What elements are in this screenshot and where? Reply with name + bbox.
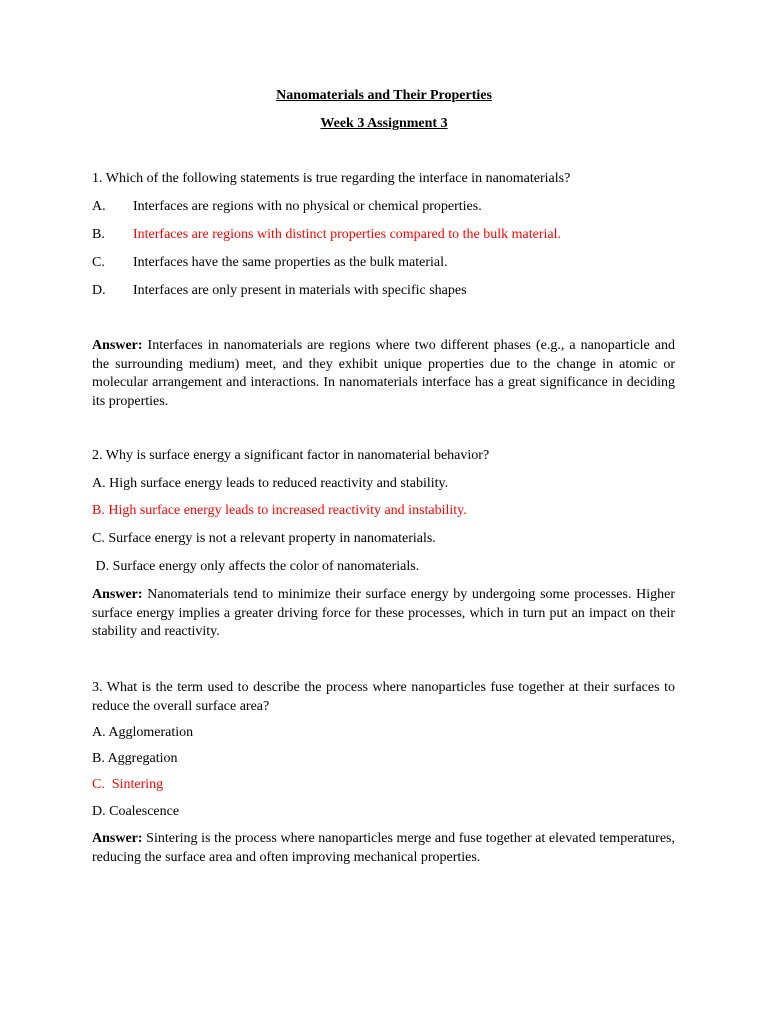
- question-1-answer: [92, 337, 675, 411]
- answer-text: Sintering is the process where nanoparticles merge and fuse together at elevated temperatures, reducing the surface area and often improving mechanical properties.: [92, 831, 675, 865]
- question-3-text: 3. What is the term used to describe the process where nanoparticles fuse together at their surfaces to reduce the overall surface area?: [92, 680, 675, 714]
- answer-label: Answer:: [92, 587, 143, 602]
- question-2-answer: [92, 586, 675, 642]
- question-1-option-b-correct: [92, 227, 561, 243]
- question-3-option-c-correct: C. Sintering: [92, 777, 164, 792]
- question-2-option-b-correct: B. High surface energy leads to increased reactivity and instability.: [92, 503, 467, 518]
- option-letter: C.: [92, 255, 105, 270]
- question-2-option-a: A. High surface energy leads to reduced reactivity and stability.: [92, 476, 449, 491]
- question-3-option-b: B. Aggregation: [92, 751, 178, 766]
- question-3-answer: [92, 830, 675, 867]
- answer-text: Nanomaterials tend to minimize their surface energy by undergoing some processes. Higher surface energy implies a greater driving force for these processes, which in turn put an impact on their stability and reactivity.: [92, 587, 675, 639]
- answer-label: Answer:: [92, 831, 143, 846]
- question-1-option-c: [92, 255, 447, 271]
- question-2-text: 2. Why is surface energy a significant factor in nanomaterial behavior?: [92, 448, 490, 463]
- option-letter: A.: [92, 199, 106, 214]
- answer-label: Answer:: [92, 338, 143, 353]
- question-2-option-c: C. Surface energy is not a relevant property in nanomaterials.: [92, 531, 436, 546]
- document-title: Nanomaterials and Their Properties: [276, 88, 492, 103]
- question-1-option-a: [92, 199, 482, 215]
- answer-text: Interfaces in nanomaterials are regions where two different phases (e.g., a nanoparticle and the surrounding medium) meet, and they exhibit unique properties due to the change in atomic or molecular arrangement and interactions. In nanomaterials interface has a great significance in deciding its properties.: [92, 338, 675, 409]
- question-3-option-d: D. Coalescence: [92, 804, 180, 819]
- option-text: Interfaces are regions with no physical or chemical properties.: [133, 199, 482, 214]
- option-text: Interfaces are only present in materials with specific shapes: [133, 283, 467, 298]
- question-3-option-a: A. Agglomeration: [92, 725, 194, 740]
- question-1-option-d: [92, 283, 467, 299]
- option-letter: B.: [92, 227, 105, 242]
- option-text: Interfaces are regions with distinct properties compared to the bulk material.: [133, 227, 562, 242]
- option-text: Interfaces have the same properties as the bulk material.: [133, 255, 448, 270]
- document-subtitle: Week 3 Assignment 3: [320, 116, 448, 131]
- question-2-option-d: D. Surface energy only affects the color of nanomaterials.: [92, 559, 420, 574]
- option-letter: D.: [92, 283, 106, 298]
- question-1-text: 1. Which of the following statements is true regarding the interface in nanomaterials?: [92, 171, 571, 186]
